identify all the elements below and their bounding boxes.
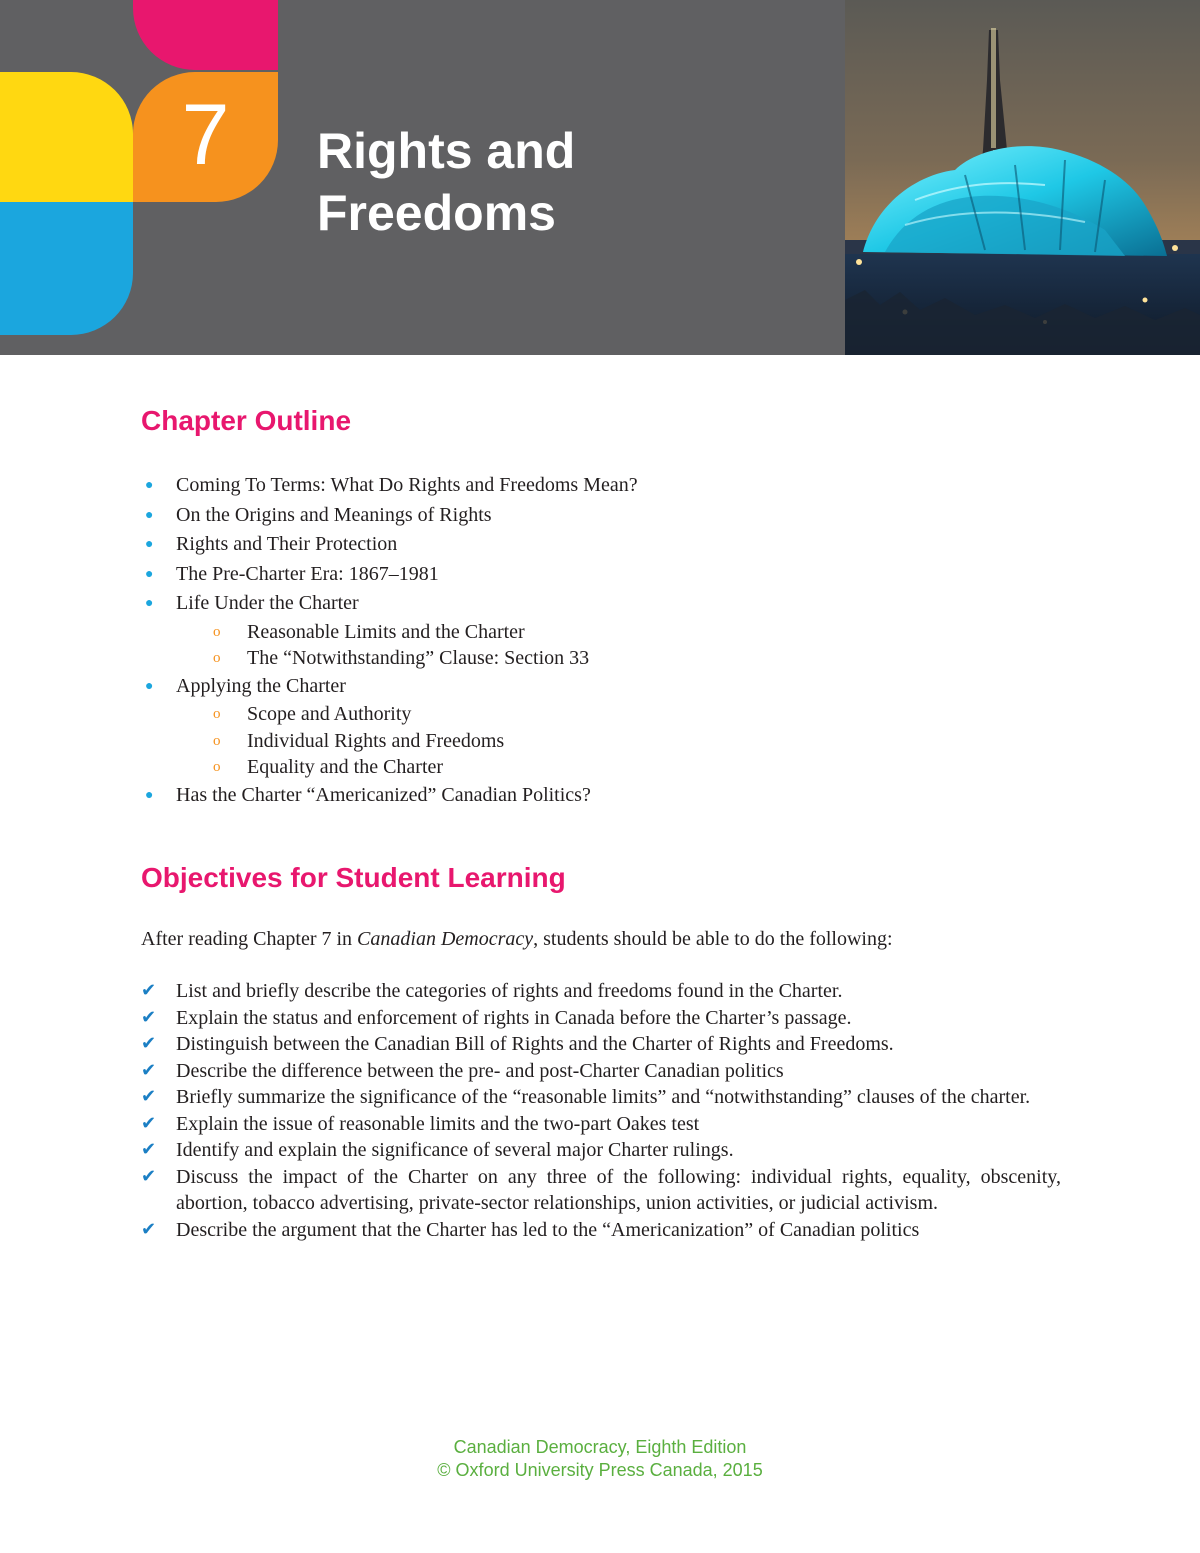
bullet-icon: ● [145, 787, 154, 803]
chapter-title-line2: Freedoms [317, 185, 556, 241]
decorative-petal-pink [133, 0, 278, 70]
hollow-bullet-icon: o [213, 650, 221, 666]
chapter-banner [0, 0, 1200, 355]
objective-item [141, 1058, 1061, 1085]
outline-subitem-label: The “Notwithstanding” Clause: Section 33 [247, 647, 590, 669]
checkmark-icon: ✔ [141, 1006, 157, 1028]
outline-subitem-label: Individual Rights and Freedoms [247, 729, 505, 752]
outline-item-label: The Pre-Charter Era: 1867–1981 [176, 562, 439, 585]
checkmark-icon: ✔ [141, 1218, 157, 1240]
outline-subitem [141, 619, 1061, 646]
chapter-outline-heading: Chapter Outline [141, 405, 352, 436]
bullet-icon: ● [145, 507, 154, 523]
outline-subitem-label: Scope and Authority [247, 703, 412, 725]
objective-text: Explain the issue of reasonable limits and the two-part Oakes test [176, 1112, 700, 1135]
outline-item-label: Applying the Charter [176, 674, 346, 697]
objective-item [141, 1111, 1061, 1138]
decorative-petal-blue [0, 202, 133, 335]
outline-item [141, 589, 1061, 619]
outline-item-label: On the Origins and Meanings of Rights [176, 503, 492, 526]
outline-item [141, 781, 1061, 811]
outline-item [141, 672, 1061, 702]
chapter-title-line1: Rights and [317, 123, 576, 179]
bullet-icon: ● [145, 566, 154, 582]
objective-text: Explain the status and enforcement of rights in Canada before the Charter’s passage. [176, 1006, 852, 1029]
chapter-number: 7 [181, 87, 230, 183]
outline-item [141, 501, 1061, 531]
checkmark-icon: ✔ [141, 980, 157, 1001]
outline-subitem [141, 728, 1061, 755]
chapter-outline-list [141, 471, 1061, 810]
objective-item [141, 1005, 1061, 1032]
objective-item [141, 978, 1061, 1005]
intro-text-after: , students should be able to do the following: [533, 928, 893, 950]
museum-night-photo [845, 0, 1200, 355]
objective-text: Discuss the impact of the Charter on any three of the following: individual rights, equality, obscenity, abortion, tobacco advertising, private-sector relationships, union activities, or judicial activism. [176, 1165, 1061, 1214]
outline-item-label: Has the Charter “Americanized” Canadian Politics? [176, 783, 591, 806]
checkmark-icon: ✔ [141, 1059, 157, 1081]
objectives-intro [141, 925, 893, 953]
objectives-heading: Objectives for Student Learning [141, 862, 566, 893]
intro-text-before: After reading Chapter 7 in [141, 928, 358, 950]
objectives-list [141, 978, 1061, 1243]
outline-item [141, 560, 1061, 590]
objective-text: Distinguish between the Canadian Bill of Rights and the Charter of Rights and Freedoms. [176, 1033, 894, 1055]
objective-item [141, 1084, 1061, 1111]
outline-item [141, 471, 1061, 501]
bullet-icon: ● [145, 478, 154, 493]
checkmark-icon: ✔ [141, 1086, 157, 1107]
footer-copyright: © Oxford University Press Canada, 2015 [437, 1460, 763, 1480]
book-title: Canadian Democracy [357, 928, 534, 950]
hollow-bullet-icon: o [213, 623, 221, 640]
outline-subitem [141, 645, 1061, 672]
outline-item-label: Life Under the Charter [176, 592, 359, 614]
bullet-icon: ● [145, 596, 154, 611]
bullet-icon: ● [145, 537, 154, 552]
objective-text: Briefly summarize the significance of the “reasonable limits” and “notwithstanding” clauses of the charter. [176, 1086, 1031, 1108]
hollow-bullet-icon: o [213, 759, 221, 775]
objective-item [141, 1217, 1061, 1244]
hollow-bullet-icon: o [213, 706, 221, 722]
checkmark-icon: ✔ [141, 1165, 157, 1187]
checkmark-icon: ✔ [141, 1112, 157, 1134]
objective-text: Describe the argument that the Charter has led to the “Americanization” of Canadian politics [176, 1218, 920, 1241]
outline-subitem [141, 701, 1061, 728]
page-footer [0, 1436, 1200, 1482]
checkmark-icon: ✔ [141, 1033, 157, 1054]
outline-item [141, 530, 1061, 560]
outline-item-label: Coming To Terms: What Do Rights and Freedoms Mean? [176, 474, 638, 496]
objective-item [141, 1031, 1061, 1058]
chapter-title [317, 120, 817, 244]
objective-text: Describe the difference between the pre- and post-Charter Canadian politics [176, 1059, 784, 1082]
outline-item-label: Rights and Their Protection [176, 533, 398, 555]
hollow-bullet-icon: o [213, 732, 221, 749]
footer-edition: Canadian Democracy, Eighth Edition [453, 1437, 747, 1457]
objective-text: Identify and explain the significance of several major Charter rulings. [176, 1139, 734, 1161]
objective-text: List and briefly describe the categories of rights and freedoms found in the Charter. [176, 980, 843, 1002]
checkmark-icon: ✔ [141, 1139, 157, 1160]
objective-item [141, 1164, 1061, 1217]
outline-subitem [141, 754, 1061, 781]
decorative-petal-yellow [0, 72, 133, 202]
objective-item [141, 1137, 1061, 1164]
outline-subitem-label: Reasonable Limits and the Charter [247, 620, 525, 643]
bullet-icon: ● [145, 678, 154, 694]
outline-subitem-label: Equality and the Charter [247, 756, 444, 778]
